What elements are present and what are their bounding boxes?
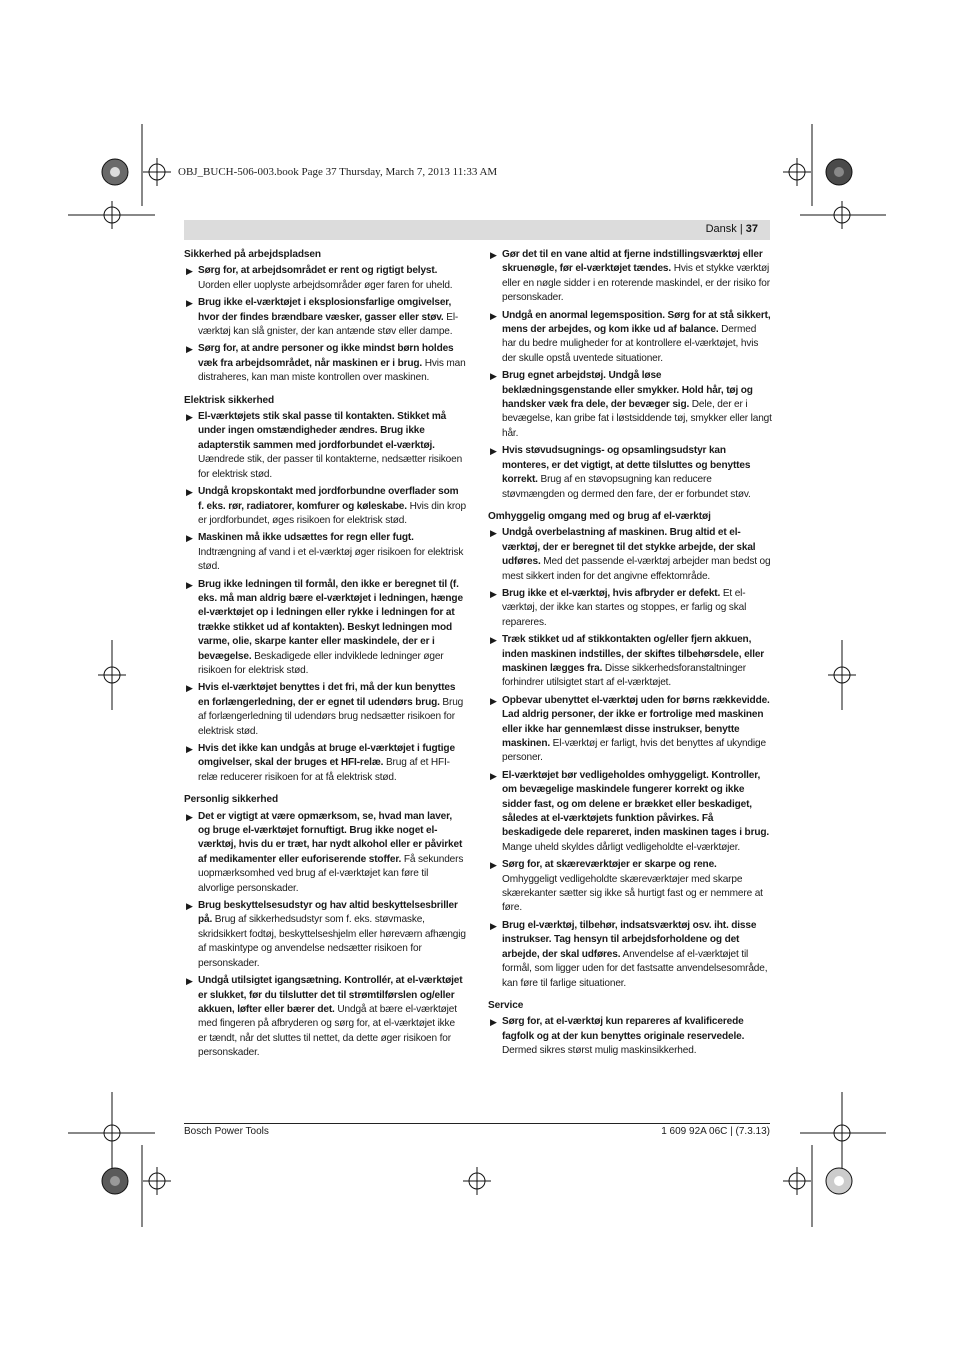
header-language: Dansk — [705, 223, 737, 235]
footer-doc-id: 1 609 92A 06C | (7.3.13) — [661, 1126, 770, 1137]
item-instruction: Undgå utilsigtet igangsætning. Kontrollér, at el-værktøjet er slukket, før du tilslutter det til strømtilførslen og/eller akkuen, løfter eller bærer det. — [198, 975, 463, 1015]
bullet-arrow-icon: ▶ — [186, 579, 193, 590]
item-instruction: Brug beskyttelsesudstyr og hav altid beskyttelsesbriller på. — [198, 900, 458, 926]
safety-item — [184, 264, 466, 293]
bullet-arrow-icon: ▶ — [186, 533, 193, 544]
item-instruction: Undgå kropskontakt med jordforbundne overflader som f. eks. rør, radiatorer, komfurer og køleskabe. — [198, 486, 459, 512]
bullet-arrow-icon: ▶ — [490, 920, 497, 931]
item-instruction: Brug ikke el-værktøjet i eksplosionsfarlige omgivelser, hvor der findes brændbare væsker, gasser eller støv. — [198, 297, 452, 323]
item-instruction: El-værktøjets stik skal passe til kontakten. Stikket må under ingen omstændigheder ændres. Brug ikke adapterstik sammen med jordforbundet el-værktøj. — [198, 411, 447, 451]
section-heading: Elektrisk sikkerhed — [184, 394, 275, 406]
bullet-arrow-icon: ▶ — [490, 1017, 497, 1028]
item-explanation: Hvis din krop er jordforbundet, øges risikoen for elektrisk stød. — [198, 500, 466, 526]
safety-item — [184, 742, 466, 785]
safety-item — [184, 810, 466, 896]
item-explanation: El-værktøj er farligt, hvis det benyttes af ukyndige personer. — [502, 738, 766, 764]
footer-brand: Bosch Power Tools — [184, 1126, 269, 1137]
safety-item — [488, 633, 772, 691]
item-instruction: Gør det til en vane altid at fjerne indstillingsværktøj eller skruenøgle, før el-værktøjet tændes. — [502, 249, 763, 275]
item-explanation: Et el-værktøj, der ikke kan startes og stoppes, er farlig og skal repareres. — [502, 587, 747, 628]
safety-item — [488, 694, 772, 766]
safety-item — [488, 526, 772, 584]
item-instruction: Brug ikke et el-værktøj, hvis afbryder er defekt. — [502, 587, 721, 599]
bullet-arrow-icon: ▶ — [490, 371, 497, 382]
safety-item — [488, 769, 772, 855]
item-explanation: Brug af en støvopsugning kan reducere støvmængden og dermed den fare, der er forbundet støv. — [502, 474, 751, 500]
safety-item — [488, 1015, 772, 1058]
item-instruction: Brug egnet arbejdstøj. Undgå løse beklædningsgenstande eller smykker. Hold hår, tøj og handsker væk fra dele, der bevæger sig. — [502, 370, 753, 411]
item-explanation: Beskadigede eller indviklede ledninger øger risikoen for elektrisk stød. — [198, 650, 444, 676]
safety-item — [184, 578, 466, 679]
bullet-arrow-icon: ▶ — [490, 770, 497, 781]
safety-item — [488, 919, 772, 991]
safety-item — [488, 587, 772, 630]
page-header — [184, 220, 770, 240]
item-explanation: Undgå at bære el-værktøjet med fingeren på afbryderen og sørg for, at el-værktøjet ikke er tændt, når det sluttes til nettet, da dette øger risikoen for personskader. — [198, 1003, 457, 1059]
safety-item — [184, 342, 466, 385]
bullet-arrow-icon: ▶ — [490, 635, 497, 646]
item-explanation: Brug af sikkerhedsudstyr som f. eks. støvmaske, skridsikkert fodtøj, beskyttelseshjelm eller høreværn afhængig af maskintype og anvendelse nedsætter risikoen for personskader. — [198, 914, 466, 969]
item-explanation: Brug af forlængerledning til udendørs brug nedsætter risikoen for elektrisk stød. — [198, 696, 464, 737]
section-heading: Sikkerhed på arbejdspladsen — [184, 249, 321, 260]
item-explanation: Med det passende el-værktøj arbejder man bedst og mest sikkert inden for det angivne effektområde. — [502, 556, 771, 582]
bullet-arrow-icon: ▶ — [186, 976, 193, 987]
bullet-arrow-icon: ▶ — [490, 446, 497, 457]
bullet-arrow-icon: ▶ — [490, 695, 497, 706]
bullet-arrow-icon: ▶ — [490, 588, 497, 599]
bullet-arrow-icon: ▶ — [186, 487, 193, 498]
header-text — [706, 223, 758, 235]
bullet-arrow-icon: ▶ — [186, 298, 193, 309]
bullet-arrow-icon: ▶ — [186, 344, 193, 355]
bullet-arrow-icon: ▶ — [186, 412, 193, 423]
item-explanation: Dermed sikres størst mulig maskinsikkerhed. — [502, 1045, 697, 1057]
bullet-arrow-icon: ▶ — [186, 683, 193, 694]
bullet-arrow-icon: ▶ — [490, 310, 497, 321]
item-instruction: Brug ikke ledningen til formål, den ikke er beregnet til (f. eks. må man aldrig bære el-værktøjet i ledningen, hænge el-værktøjet op i ledningen eller rykke i ledningen for at trække stikket ud af kontakten). Beskyt ledningen mod varme, olie, skarpe kanter eller maskindele, der er i bevægelse. — [198, 578, 463, 662]
safety-item — [184, 974, 466, 1060]
safety-item — [488, 858, 772, 916]
bullet-arrow-icon: ▶ — [490, 250, 497, 260]
safety-item — [184, 296, 466, 339]
header-separator: | — [736, 223, 746, 235]
page-number: 37 — [745, 223, 758, 235]
left-column — [184, 248, 466, 1064]
item-explanation: Dele, der er i bevægelse, kan gribe fat i løstsiddende tøj, smykker eller langt hår. — [502, 399, 772, 439]
item-instruction: Undgå en anormal legemsposition. Sørg for at stå sikkert, mens der arbejdes, og kom ikke ud af balance. — [502, 309, 771, 336]
safety-item — [184, 531, 466, 574]
safety-item — [488, 444, 772, 502]
item-explanation: Disse sikkerhedsforanstaltninger forhindrer utilsigtet start af el-værktøjet. — [502, 662, 746, 689]
right-column — [488, 248, 772, 1062]
item-explanation: Anvendelse af el-værktøjet til formål, som ligger uden for det fastsatte anvendelsesområde, kan føre til farlige situationer. — [502, 948, 768, 989]
item-instruction: El-værktøjet bør vedligeholdes omhyggeligt. Kontroller, om bevægelige maskindele fungerer korrekt og ikke sidder fast, og om delene er brækket eller beskadiget, således at el-værktøjets funktion påvirkes. Få beskadigede dele repareret, inden maskinen tages i brug. — [502, 769, 770, 839]
section-heading: Service — [488, 999, 524, 1011]
item-instruction: Sørg for, at el-værktøj kun repareres af kvalificerede fagfolk og at der kun benyttes originale reservedele. — [502, 1016, 745, 1042]
item-explanation: Indtrængning af vand i et el-værktøj øger risikoen for elektrisk stød. — [198, 546, 464, 573]
safety-item — [184, 899, 466, 971]
bullet-arrow-icon: ▶ — [490, 860, 497, 871]
item-instruction: Sørg for, at skæreværktøjer er skarpe og rene. — [502, 859, 717, 871]
bullet-arrow-icon: ▶ — [186, 266, 193, 277]
safety-item — [488, 248, 772, 306]
item-instruction: Hvis det ikke kan undgås at bruge el-værktøjet i fugtige omgivelser, skal der bruges et HFI-relæ. — [198, 743, 455, 769]
print-slug: OBJ_BUCH-506-003.book Page 37 Thursday, March 7, 2013 11:33 AM — [178, 166, 498, 178]
item-explanation: Få sekunders uopmærksomhed ved brug af el-værktøjet kan føre til alvorlige personskader. — [198, 853, 464, 894]
safety-item — [488, 309, 772, 367]
safety-item — [184, 681, 466, 739]
item-instruction: Det er vigtigt at være opmærksom, se, hvad man laver, og bruge el-værktøjet fornuftigt. Brug ikke noget el-værktøj, hvis du er træt, har nydt alkohol eller er påvirket af medikamenter eller euforiserende stoffer. — [198, 810, 463, 865]
item-explanation: Dermed har du bedre muligheder for at kontrollere el-værktøjet, hvis der skulle opstå uventede situationer. — [502, 324, 759, 364]
bullet-arrow-icon: ▶ — [186, 744, 193, 754]
item-instruction: Hvis el-værktøjet benyttes i det fri, må der kun benyttes en forlængerledning, der er egnet til udendørs brug. — [198, 682, 456, 708]
item-instruction: Brug el-værktøj, tilbehør, indsatsværktøj osv. iht. disse instrukser. Tag hensyn til arbejdsforholdene og det arbejde, der skal udføres. — [502, 919, 757, 960]
item-instruction: Sørg for, at andre personer og ikke mindst børn holdes væk fra arbejdsområdet, når maskinen er i brug. — [198, 343, 454, 369]
item-explanation: El-værktøj kan slå gnister, der kan antænde støv eller dampe. — [198, 311, 459, 338]
bullet-arrow-icon: ▶ — [186, 811, 193, 822]
item-instruction: Hvis støvudsugnings- og opsamlingsudstyr kan monteres, er det vigtigt, at dette tilsluttes og benyttes korrekt. — [502, 445, 751, 486]
item-instruction: Undgå overbelastning af maskinen. Brug altid et el-værktøj, der er beregnet til det stykke arbejde, der skal udføres. — [502, 527, 756, 568]
item-instruction: Maskinen må ikke udsættes for regn eller fugt. — [198, 532, 414, 544]
item-explanation: Hvis man distraheres, kan man miste kontrollen over maskinen. — [198, 357, 466, 384]
item-explanation: Brug af et HFI-relæ reducerer risikoen for at få elektrisk stød. — [198, 757, 450, 783]
safety-item — [488, 369, 772, 441]
safety-item — [184, 410, 466, 482]
item-explanation: Uorden eller uoplyste arbejdsområder øger faren for uheld. — [198, 279, 453, 291]
item-instruction: Opbevar ubenyttet el-værktøj uden for børns rækkevidde. Lad aldrig personer, der ikke er fortrolige med maskinen eller ikke har gennemlæst disse instrukser, benytte maskinen. — [502, 694, 770, 749]
item-explanation: Uændrede stik, der passer til kontakterne, nedsætter risikoen for elektrisk stød. — [198, 454, 463, 480]
footer-rule — [184, 1123, 770, 1124]
bullet-arrow-icon: ▶ — [186, 901, 193, 912]
item-instruction: Sørg for, at arbejdsområdet er rent og rigtigt belyst. — [198, 265, 438, 277]
item-explanation: Hvis et stykke værktøj eller en nøgle sidder i en roterende maskindel, er der risiko for personskader. — [502, 263, 770, 304]
item-explanation: Omhyggeligt vedligeholdte skæreværktøjer med skarpe skærekanter sætter sig ikke så hurtigt fast og er nemmere at føre. — [502, 873, 763, 914]
item-instruction: Træk stikket ud af stikkontakten og/eller fjern akkuen, inden maskinen indstilles, der skiftes tilbehørsdele, eller maskinen lægges fra. — [502, 634, 765, 674]
section-heading: Personlig sikkerhed — [184, 794, 279, 806]
safety-item — [184, 485, 466, 528]
bullet-arrow-icon: ▶ — [490, 528, 497, 539]
item-explanation: Mange uheld skyldes dårligt vedligeholdte el-værktøjer. — [502, 841, 741, 853]
section-heading: Omhyggelig omgang med og brug af el-værktøj — [488, 510, 711, 522]
